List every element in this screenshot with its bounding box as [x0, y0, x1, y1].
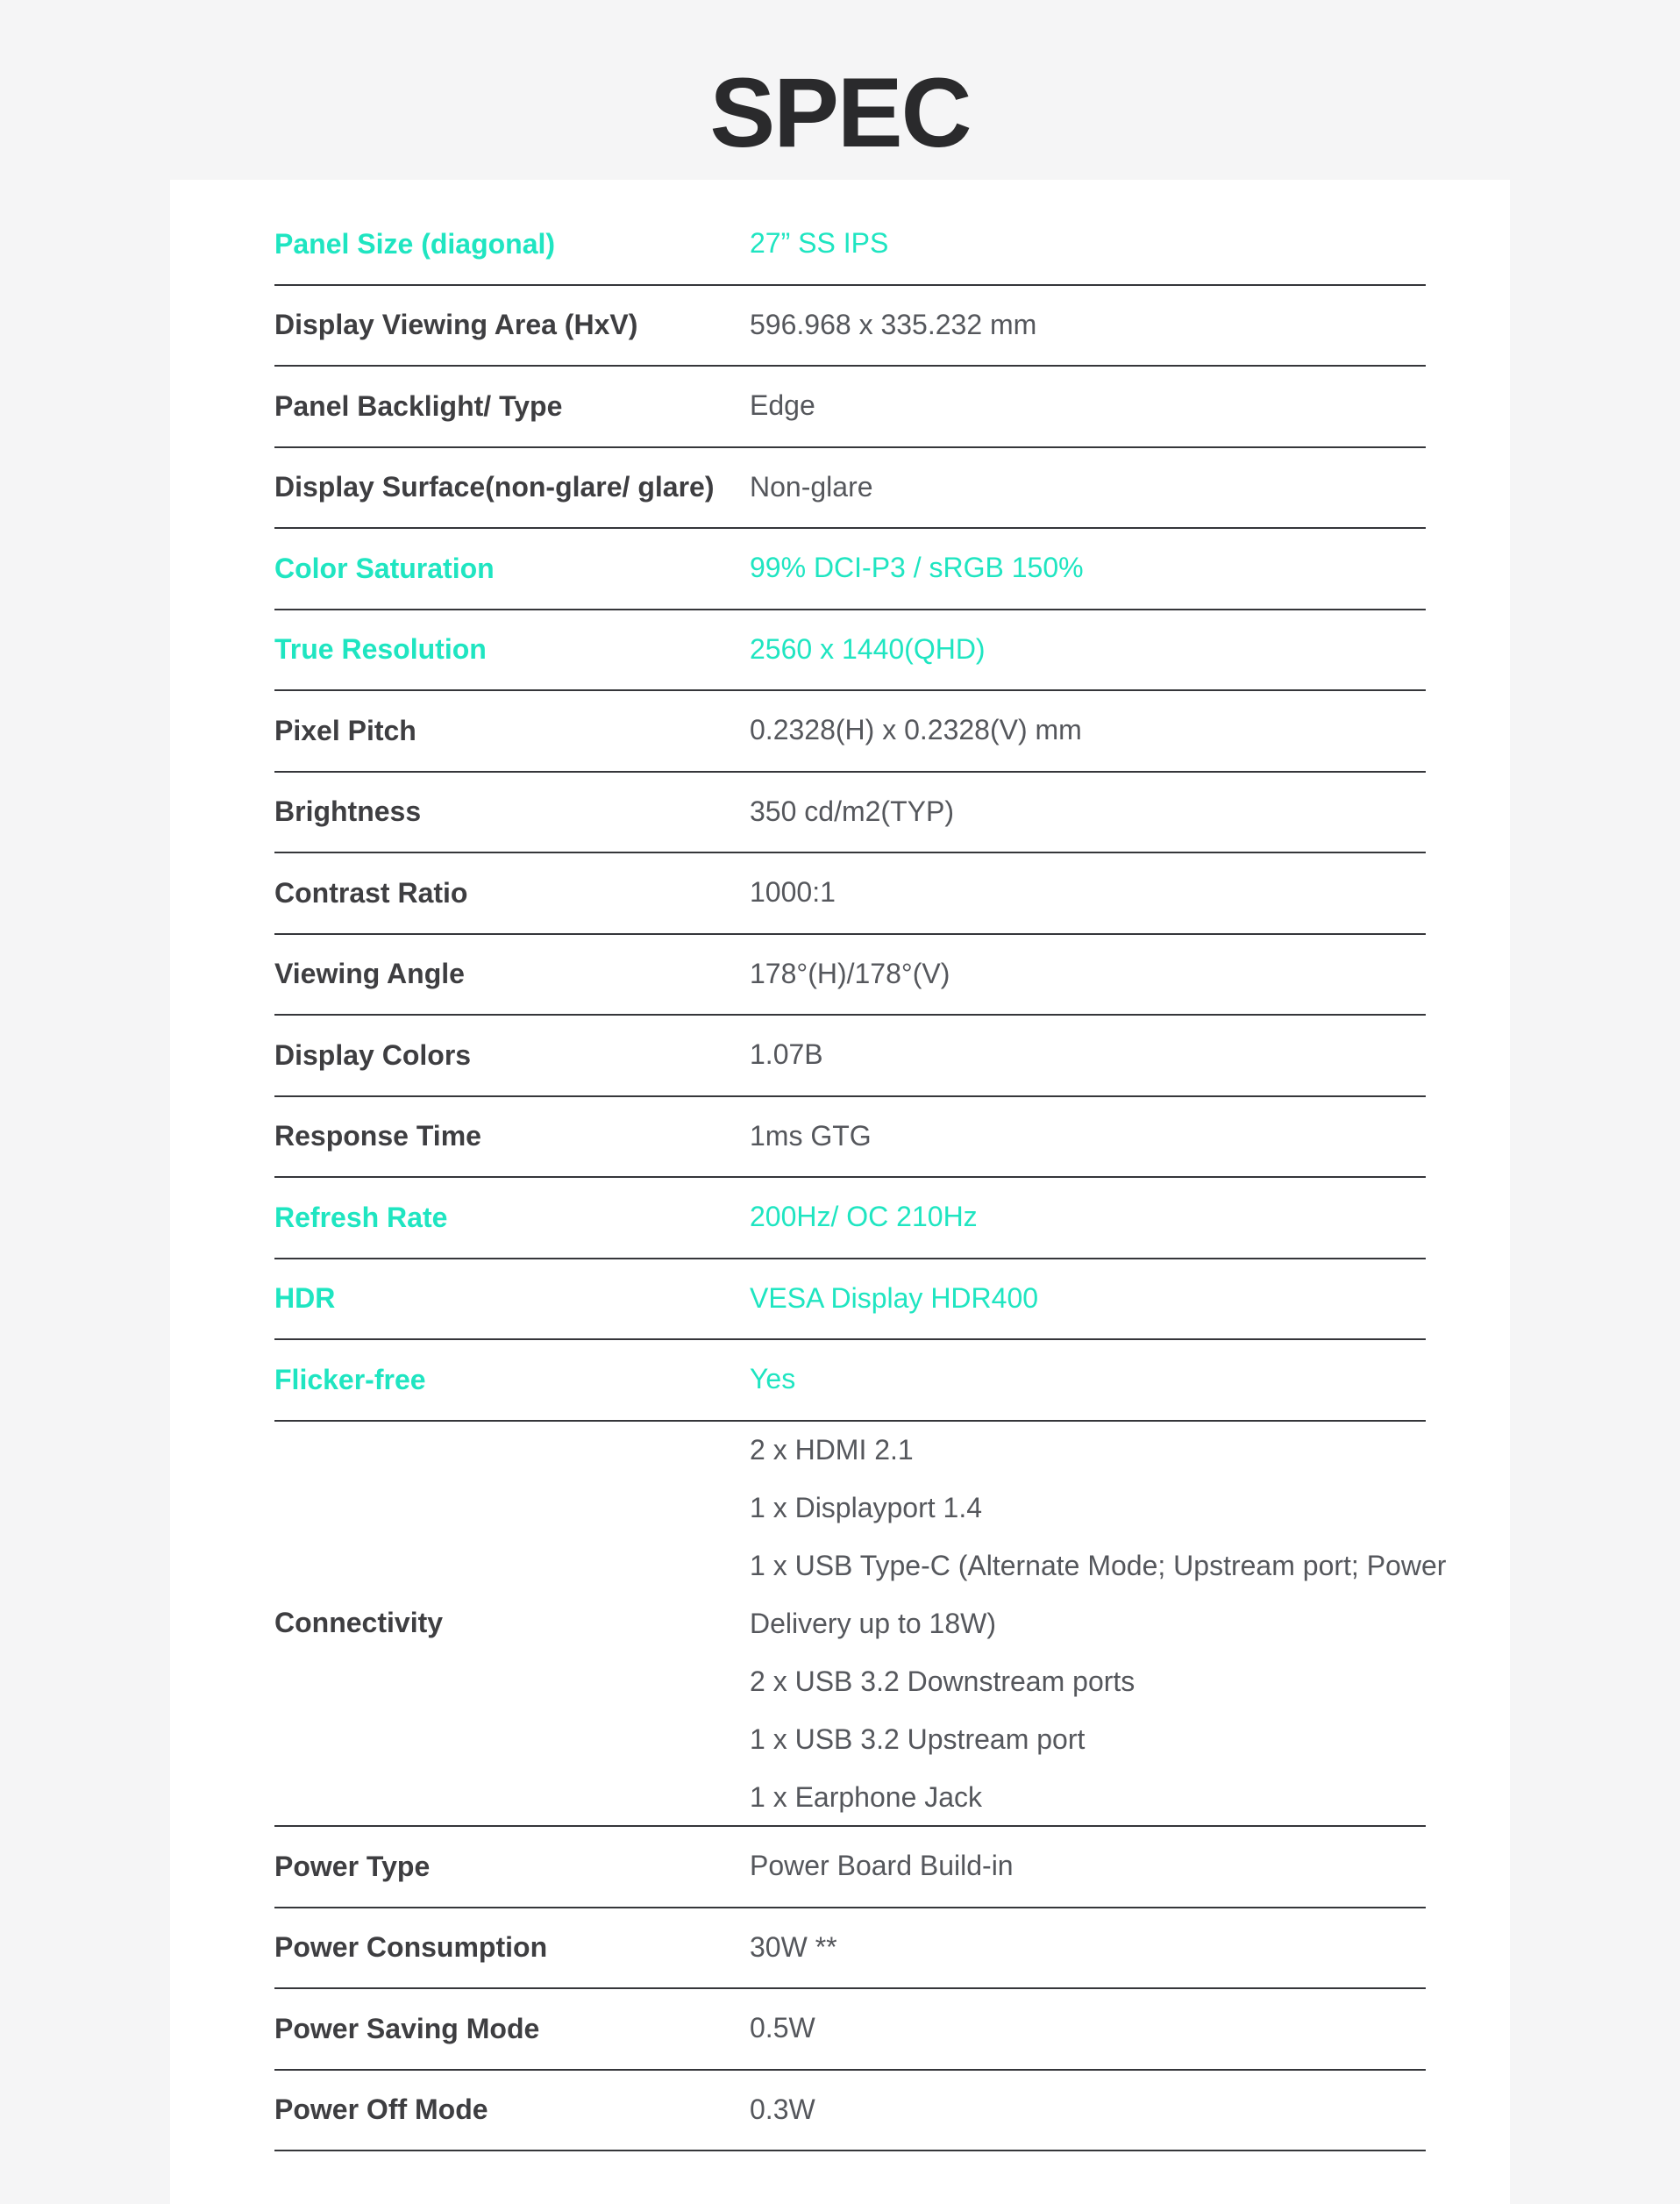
spec-row — [274, 1259, 1426, 1341]
spec-value-line: 2 x USB 3.2 Downstream ports — [750, 1665, 1135, 1697]
spec-row — [274, 773, 1426, 854]
spec-table — [274, 204, 1447, 2151]
spec-row-value: 0.2328(H) x 0.2328(V) mm — [750, 714, 1082, 746]
spec-card — [170, 180, 1510, 2204]
page-title: SPEC — [709, 58, 971, 168]
spec-value-line: 1 x USB 3.2 Upstream port — [750, 1723, 1086, 1755]
spec-row-value: 27” SS IPS — [750, 227, 889, 260]
spec-row-value: VESA Display HDR400 — [750, 1281, 1039, 1314]
spec-row-value: 1ms GTG — [750, 1119, 872, 1152]
spec-row — [274, 367, 1426, 448]
spec-row-label: Refresh Rate — [274, 1201, 448, 1233]
spec-row-value — [750, 1421, 1446, 1826]
spec-row-label: Response Time — [274, 1120, 481, 1152]
spec-row — [274, 1340, 1426, 1422]
spec-value-line: 1 x Displayport 1.4 — [750, 1491, 983, 1523]
spec-row-value: 1000:1 — [750, 876, 836, 909]
spec-row — [274, 691, 1426, 773]
spec-row-label: Power Consumption — [274, 1931, 548, 1964]
spec-row-label: Brightness — [274, 795, 422, 828]
spec-row-label: Panel Backlight/ Type — [274, 389, 563, 422]
spec-row — [274, 853, 1426, 935]
spec-row — [274, 1827, 1426, 1908]
spec-value-line: Delivery up to 18W) — [750, 1607, 996, 1639]
spec-row-label: True Resolution — [274, 633, 487, 666]
spec-value-line: 1 x Earphone Jack — [750, 1780, 983, 1813]
spec-row-label: Power Type — [274, 1850, 431, 1882]
spec-row-value: Power Board Build-in — [750, 1850, 1014, 1882]
spec-row-value: 30W ** — [750, 1930, 837, 1963]
spec-row-value: Edge — [750, 389, 815, 422]
spec-row-label: Contrast Ratio — [274, 876, 468, 909]
spec-row-value: 99% DCI-P3 / sRGB 150% — [750, 552, 1084, 584]
spec-row-label: Power Saving Mode — [274, 2012, 540, 2044]
spec-row-value: 596.968 x 335.232 mm — [750, 308, 1037, 340]
spec-row-value: Non-glare — [750, 470, 873, 503]
spec-row-label: Panel Size (diagonal) — [274, 227, 556, 260]
spec-row-value: 2560 x 1440(QHD) — [750, 632, 986, 665]
spec-row-value: 0.5W — [750, 2012, 815, 2044]
spec-row — [274, 1097, 1426, 1179]
spec-row-label: Connectivity — [274, 1607, 444, 1639]
spec-row — [274, 1908, 1426, 1990]
spec-row — [274, 2071, 1426, 2152]
spec-row-label: Color Saturation — [274, 552, 495, 584]
spec-row-label: Power Off Mode — [274, 2093, 488, 2126]
spec-row-label: Pixel Pitch — [274, 714, 416, 746]
spec-row — [274, 529, 1426, 610]
spec-row — [274, 935, 1426, 1016]
spec-row-value: 178°(H)/178°(V) — [750, 957, 950, 989]
spec-row — [274, 1178, 1426, 1259]
spec-row-label: Viewing Angle — [274, 958, 465, 990]
spec-row-value: 0.3W — [750, 2093, 815, 2125]
spec-row-value: Yes — [750, 1363, 796, 1395]
spec-row-value: 1.07B — [750, 1038, 823, 1071]
spec-value-line: 2 x HDMI 2.1 — [750, 1433, 914, 1466]
spec-value-line: 1 x USB Type-C (Alternate Mode; Upstream port; Power — [750, 1549, 1447, 1581]
spec-row-label: Display Colors — [274, 1038, 472, 1071]
spec-row-value: 350 cd/m2(TYP) — [750, 795, 954, 827]
spec-row — [274, 610, 1426, 692]
spec-row — [274, 204, 1426, 286]
spec-row-label: Display Viewing Area (HxV) — [274, 309, 638, 341]
spec-row — [274, 286, 1426, 367]
spec-row-label: Display Surface(non-glare/ glare) — [274, 471, 715, 503]
spec-row — [274, 1422, 1447, 1828]
spec-row — [274, 1016, 1426, 1097]
spec-row-value: 200Hz/ OC 210Hz — [750, 1201, 978, 1233]
spec-row — [274, 1989, 1426, 2071]
spec-row-label: HDR — [274, 1282, 336, 1315]
spec-row-label: Flicker-free — [274, 1363, 426, 1395]
spec-row — [274, 448, 1426, 530]
